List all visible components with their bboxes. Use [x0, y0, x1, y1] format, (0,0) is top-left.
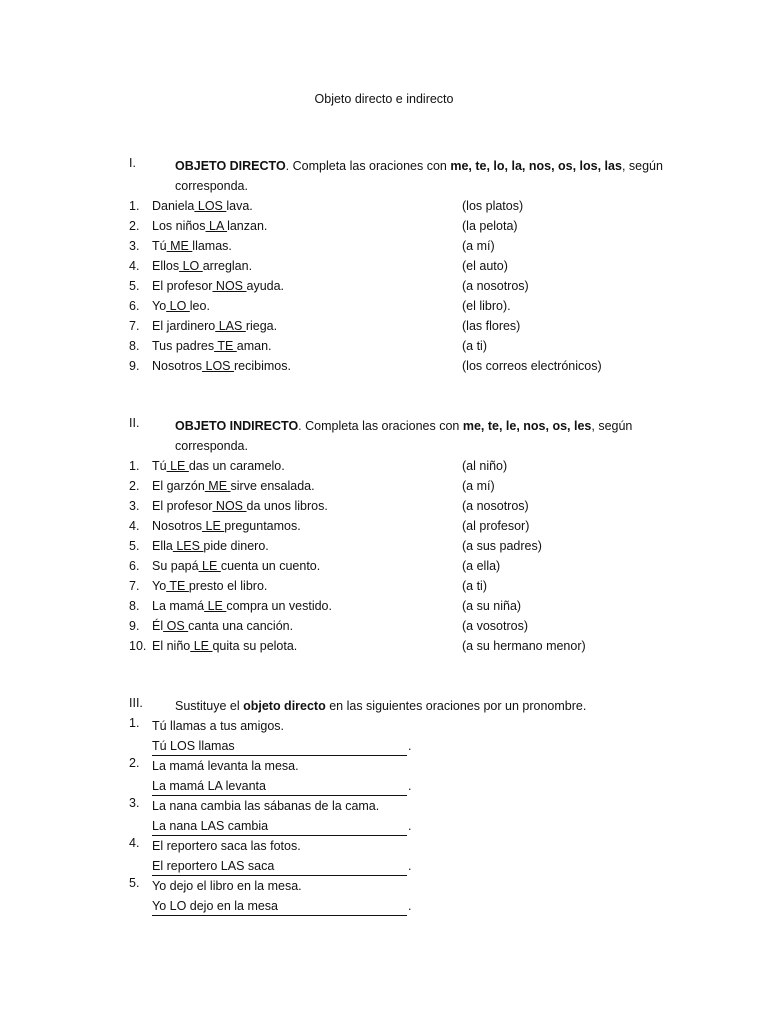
exercise-item [0, 636, 768, 656]
exercise-item [0, 236, 768, 256]
item-number: 8. [129, 599, 140, 613]
sentence-end: sirve ensalada. [230, 479, 315, 493]
item-reference: (el auto) [462, 259, 508, 273]
answer-line [152, 856, 407, 876]
section-instructions [175, 156, 665, 196]
item-number: 2. [129, 219, 140, 233]
exercise-item [0, 276, 768, 296]
instruction-continuation: corresponda. [175, 439, 248, 453]
pronoun-list: me, te, le, nos, os, les [462, 419, 592, 433]
sentence-start: Daniela [152, 199, 195, 213]
item-reference: (al profesor) [462, 519, 530, 533]
section-heading [0, 696, 768, 716]
item-number: 8. [129, 339, 140, 353]
section-title: OBJETO DIRECTO [175, 159, 286, 173]
item-answer: La mamá LA levanta [152, 779, 266, 793]
section-objeto-directo [0, 156, 768, 376]
sentence-end: preguntamos. [224, 519, 301, 533]
sentence-end: aman. [236, 339, 272, 353]
item-number: 5. [129, 539, 140, 553]
answer-blank: LO [166, 299, 190, 313]
section-number: I. [129, 156, 136, 170]
item-reference: (a su hermano menor) [462, 639, 586, 653]
exercise-item [0, 876, 768, 916]
item-sentence [152, 276, 284, 296]
sentence-start: El jardinero [152, 319, 216, 333]
sentence-end: riega. [245, 319, 278, 333]
item-answer: El reportero LAS saca [152, 859, 275, 873]
instruction-keyword: objeto directo [243, 699, 326, 713]
item-sentence [152, 196, 253, 216]
item-reference: (a vosotros) [462, 619, 528, 633]
answer-blank: ME [166, 239, 193, 253]
exercise-item [0, 536, 768, 556]
item-reference: (a mí) [462, 479, 495, 493]
answer-blank: ME [204, 479, 231, 493]
exercise-item [0, 476, 768, 496]
exercise-item [0, 296, 768, 316]
item-reference: (las flores) [462, 319, 521, 333]
section-objeto-indirecto [0, 416, 768, 656]
item-number: 9. [129, 619, 140, 633]
item-reference: (la pelota) [462, 219, 518, 233]
item-number: 5. [129, 279, 140, 293]
answer-period: . [408, 819, 412, 833]
sentence-start: Tus padres [152, 339, 215, 353]
sentence-end: ayuda. [246, 279, 285, 293]
exercise-item [0, 596, 768, 616]
answer-period: . [408, 739, 412, 753]
instruction-text: Sustituye el [175, 699, 244, 713]
exercise-item [0, 356, 768, 376]
exercise-item [0, 716, 768, 756]
sentence-start: Tú [152, 459, 167, 473]
answer-blank: LES [172, 539, 204, 553]
item-number: 7. [129, 319, 140, 333]
item-number: 3. [129, 239, 140, 253]
answer-blank: LA [205, 219, 228, 233]
section-heading [0, 416, 768, 456]
item-number: 9. [129, 359, 140, 373]
item-reference: (a nosotros) [462, 499, 529, 513]
item-number: 10. [129, 639, 147, 653]
answer-line [152, 816, 407, 836]
item-reference: (los correos electrónicos) [462, 359, 602, 373]
item-reference: (el libro). [462, 299, 511, 313]
answer-blank: NOS [212, 499, 247, 513]
item-number: 1. [129, 199, 140, 213]
exercise-list [0, 196, 768, 376]
item-sentence [152, 616, 293, 636]
exercise-list [0, 716, 768, 916]
answer-line [152, 736, 407, 756]
sentence-start: Ella [152, 539, 173, 553]
item-number: 3. [129, 499, 140, 513]
item-sentence [152, 496, 328, 516]
answer-blank: LE [202, 519, 225, 533]
item-number: 6. [129, 299, 140, 313]
item-sentence [152, 636, 297, 656]
section-heading [0, 156, 768, 196]
item-reference: (a sus padres) [462, 539, 542, 553]
sentence-end: da unos libros. [246, 499, 328, 513]
exercise-list [0, 456, 768, 656]
item-sentence [152, 576, 267, 596]
exercise-item [0, 256, 768, 276]
item-sentence [152, 296, 210, 316]
section-title: OBJETO INDIRECTO [175, 419, 299, 433]
sentence-end: presto el libro. [188, 579, 268, 593]
item-sentence [152, 216, 267, 236]
sentence-start: El profesor [152, 279, 213, 293]
answer-blank: LE [166, 459, 189, 473]
item-question: Yo dejo el libro en la mesa. [152, 879, 302, 893]
item-number: 4. [129, 519, 140, 533]
sentence-end: lanzan. [227, 219, 268, 233]
section-sustituye [0, 696, 768, 916]
item-sentence [152, 336, 272, 356]
item-number: 4. [129, 259, 140, 273]
exercise-item [0, 556, 768, 576]
sentence-end: recibimos. [234, 359, 291, 373]
exercise-item [0, 496, 768, 516]
sentence-start: Nosotros [152, 359, 203, 373]
exercise-item [0, 316, 768, 336]
item-question: Tú llamas a tus amigos. [152, 719, 284, 733]
exercise-item [0, 516, 768, 536]
sentence-start: Ellos [152, 259, 180, 273]
answer-line [152, 776, 407, 796]
item-sentence [152, 516, 301, 536]
item-sentence [152, 256, 252, 276]
item-answer: Yo LO dejo en la mesa [152, 899, 279, 913]
instruction-tail: , según [591, 419, 633, 433]
answer-blank: LOS [194, 199, 227, 213]
sentence-end: leo. [189, 299, 210, 313]
item-reference: (a ella) [462, 559, 501, 573]
sentence-start: El garzón [152, 479, 205, 493]
item-sentence [152, 556, 320, 576]
sentence-start: Los niños [152, 219, 206, 233]
answer-blank: LAS [215, 319, 246, 333]
answer-blank: LOS [202, 359, 234, 373]
pronoun-list: me, te, lo, la, nos, os, los, las [450, 159, 622, 173]
item-reference: (al niño) [462, 459, 508, 473]
sentence-end: quita su pelota. [212, 639, 298, 653]
sentence-start: Yo [152, 579, 167, 593]
item-question: El reportero saca las fotos. [152, 839, 301, 853]
sentence-start: El niño [152, 639, 191, 653]
exercise-item [0, 836, 768, 876]
item-number: 1. [129, 716, 140, 730]
item-sentence [152, 316, 277, 336]
item-number: 2. [129, 479, 140, 493]
item-sentence [152, 596, 332, 616]
answer-blank: TE [214, 339, 237, 353]
sentence-start: Su papá [152, 559, 199, 573]
section-instructions [175, 416, 665, 456]
exercise-item [0, 576, 768, 596]
item-number: 4. [129, 836, 140, 850]
item-reference: (a mí) [462, 239, 495, 253]
answer-period: . [408, 899, 412, 913]
section-instructions [175, 696, 695, 716]
instruction-text: . Completa las oraciones con [285, 159, 451, 173]
answer-line [152, 896, 407, 916]
exercise-item [0, 196, 768, 216]
sentence-start: Yo [152, 299, 167, 313]
exercise-item [0, 796, 768, 836]
answer-blank: LE [190, 639, 213, 653]
exercise-item [0, 456, 768, 476]
exercise-item [0, 336, 768, 356]
item-answer: Tú LOS llamas [152, 739, 235, 753]
item-sentence [152, 356, 291, 376]
item-question: La nana cambia las sábanas de la cama. [152, 799, 380, 813]
section-number: II. [129, 416, 140, 430]
instruction-continuation: corresponda. [175, 179, 248, 193]
item-reference: (los platos) [462, 199, 524, 213]
item-sentence [152, 456, 285, 476]
item-number: 7. [129, 579, 140, 593]
sentence-start: Nosotros [152, 519, 203, 533]
sentence-end: pide dinero. [203, 539, 269, 553]
item-question: La mamá levanta la mesa. [152, 759, 299, 773]
instruction-tail: en las siguientes oraciones por un pronombre. [325, 699, 587, 713]
item-reference: (a nosotros) [462, 279, 529, 293]
sentence-start: Tú [152, 239, 167, 253]
answer-blank: TE [166, 579, 189, 593]
page-title: Objeto directo e indirecto [314, 92, 454, 106]
item-number: 5. [129, 876, 140, 890]
item-sentence [152, 236, 232, 256]
exercise-item [0, 756, 768, 796]
answer-blank: NOS [212, 279, 247, 293]
item-answer: La nana LAS cambia [152, 819, 269, 833]
sentence-end: arreglan. [202, 259, 253, 273]
sentence-end: das un caramelo. [188, 459, 285, 473]
item-number: 1. [129, 459, 140, 473]
answer-blank: LO [179, 259, 203, 273]
instruction-text: . Completa las oraciones con [298, 419, 463, 433]
item-number: 2. [129, 756, 140, 770]
item-sentence [152, 536, 269, 556]
item-number: 6. [129, 559, 140, 573]
item-number: 3. [129, 796, 140, 810]
sentence-end: compra un vestido. [226, 599, 332, 613]
item-reference: (a ti) [462, 339, 487, 353]
answer-blank: LE [198, 559, 221, 573]
sentence-end: lava. [226, 199, 253, 213]
answer-period: . [408, 779, 412, 793]
exercise-item [0, 616, 768, 636]
item-reference: (a su niña) [462, 599, 522, 613]
sentence-start: Él [152, 619, 164, 633]
answer-period: . [408, 859, 412, 873]
sentence-end: canta una canción. [188, 619, 294, 633]
answer-blank: LE [204, 599, 227, 613]
section-number: III. [129, 696, 143, 710]
sentence-end: llamas. [192, 239, 232, 253]
answer-blank: OS [163, 619, 189, 633]
instruction-tail: , según [621, 159, 663, 173]
item-reference: (a ti) [462, 579, 487, 593]
exercise-item [0, 216, 768, 236]
sentence-start: La mamá [152, 599, 205, 613]
sentence-start: El profesor [152, 499, 213, 513]
sentence-end: cuenta un cuento. [220, 559, 321, 573]
item-sentence [152, 476, 315, 496]
